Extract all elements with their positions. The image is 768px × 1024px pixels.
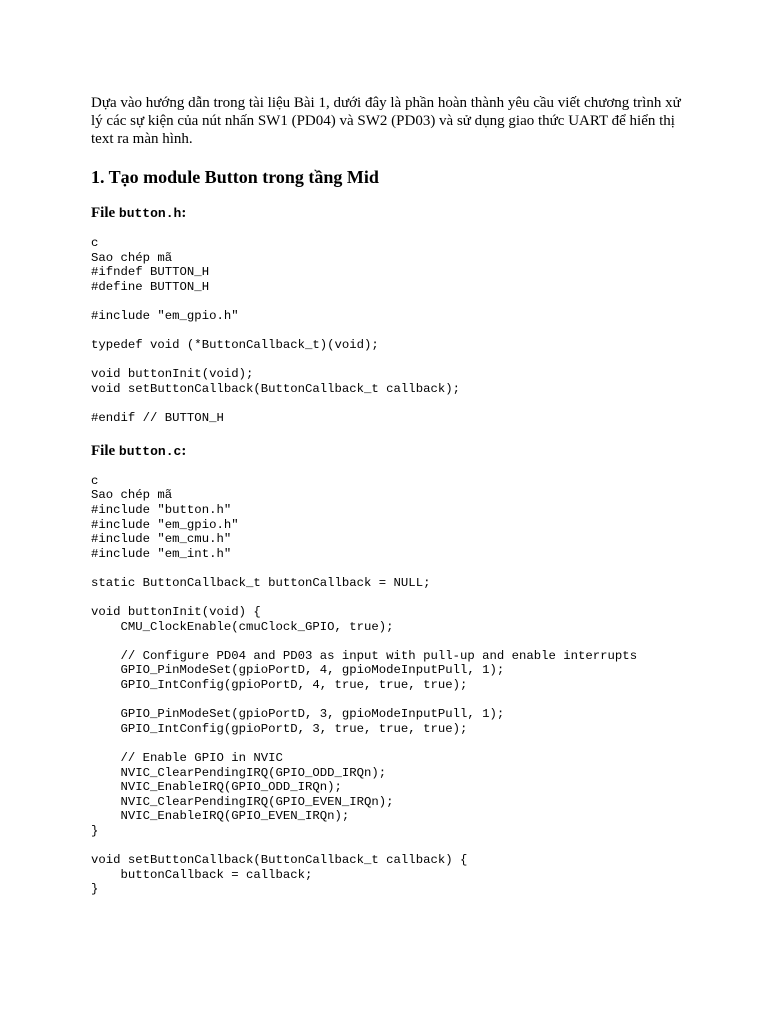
file-heading-suffix: : [181, 442, 187, 459]
file-heading-button-c [91, 442, 691, 461]
file-name-button-c: button.c [118, 443, 182, 459]
code-block-button-h: c Sao chép mã #ifndef BUTTON_H #define BUTTON_H #include "em_gpio.h" typedef void (*ButtonCallback_t)(void); void buttonInit(void); void setButtonCallback(ButtonCallback_t callback); #endif // BUTTON_H [91, 236, 460, 426]
file-heading-button-h [91, 204, 691, 223]
intro-paragraph: Dựa vào hướng dẫn trong tài liệu Bài 1, dưới đây là phần hoàn thành yêu cầu viết chương trình xử lý các sự kiện của nút nhấn SW1 (PD04) và SW2 (PD03) và sử dụng giao thức UART để hiển thị text ra màn hình. [91, 95, 681, 147]
file-heading-prefix: File [91, 205, 119, 221]
code-block-button-c: c Sao chép mã #include "button.h" #include "em_gpio.h" #include "em_cmu.h" #include "em_int.h" static ButtonCallback_t buttonCallback = NULL; void buttonInit(void) { CMU_ClockEnable(cmuClock_GPIO, true); // Configure PD04 and PD03 as input with pull-up and enable interrupts GPIO_PinModeSet(gpioPortD, 4, gpioModeInputPull, 1); GPIO_IntConfig(gpioPortD, 4, true, true, true); GPIO_PinModeSet(gpioPortD, 3, gpioModeInputPull, 1); GPIO_IntConfig(gpioPortD, 3, true, true, true); // Enable GPIO in NVIC NVIC_ClearPendingIRQ(GPIO_ODD_IRQn); NVIC_EnableIRQ(GPIO_ODD_IRQn); NVIC_ClearPendingIRQ(GPIO_EVEN_IRQn); NVIC_EnableIRQ(GPIO_EVEN_IRQn); } void setButtonCallback(ButtonCallback_t callback) { buttonCallback = callback; } [91, 473, 638, 897]
document-page [91, 94, 691, 897]
file-heading-suffix: : [181, 205, 187, 221]
section-title: 1. Tạo module Button trong tầng Mid [91, 167, 379, 187]
file-name-button-h: button.h [118, 206, 182, 221]
file-heading-prefix: File [91, 442, 119, 459]
